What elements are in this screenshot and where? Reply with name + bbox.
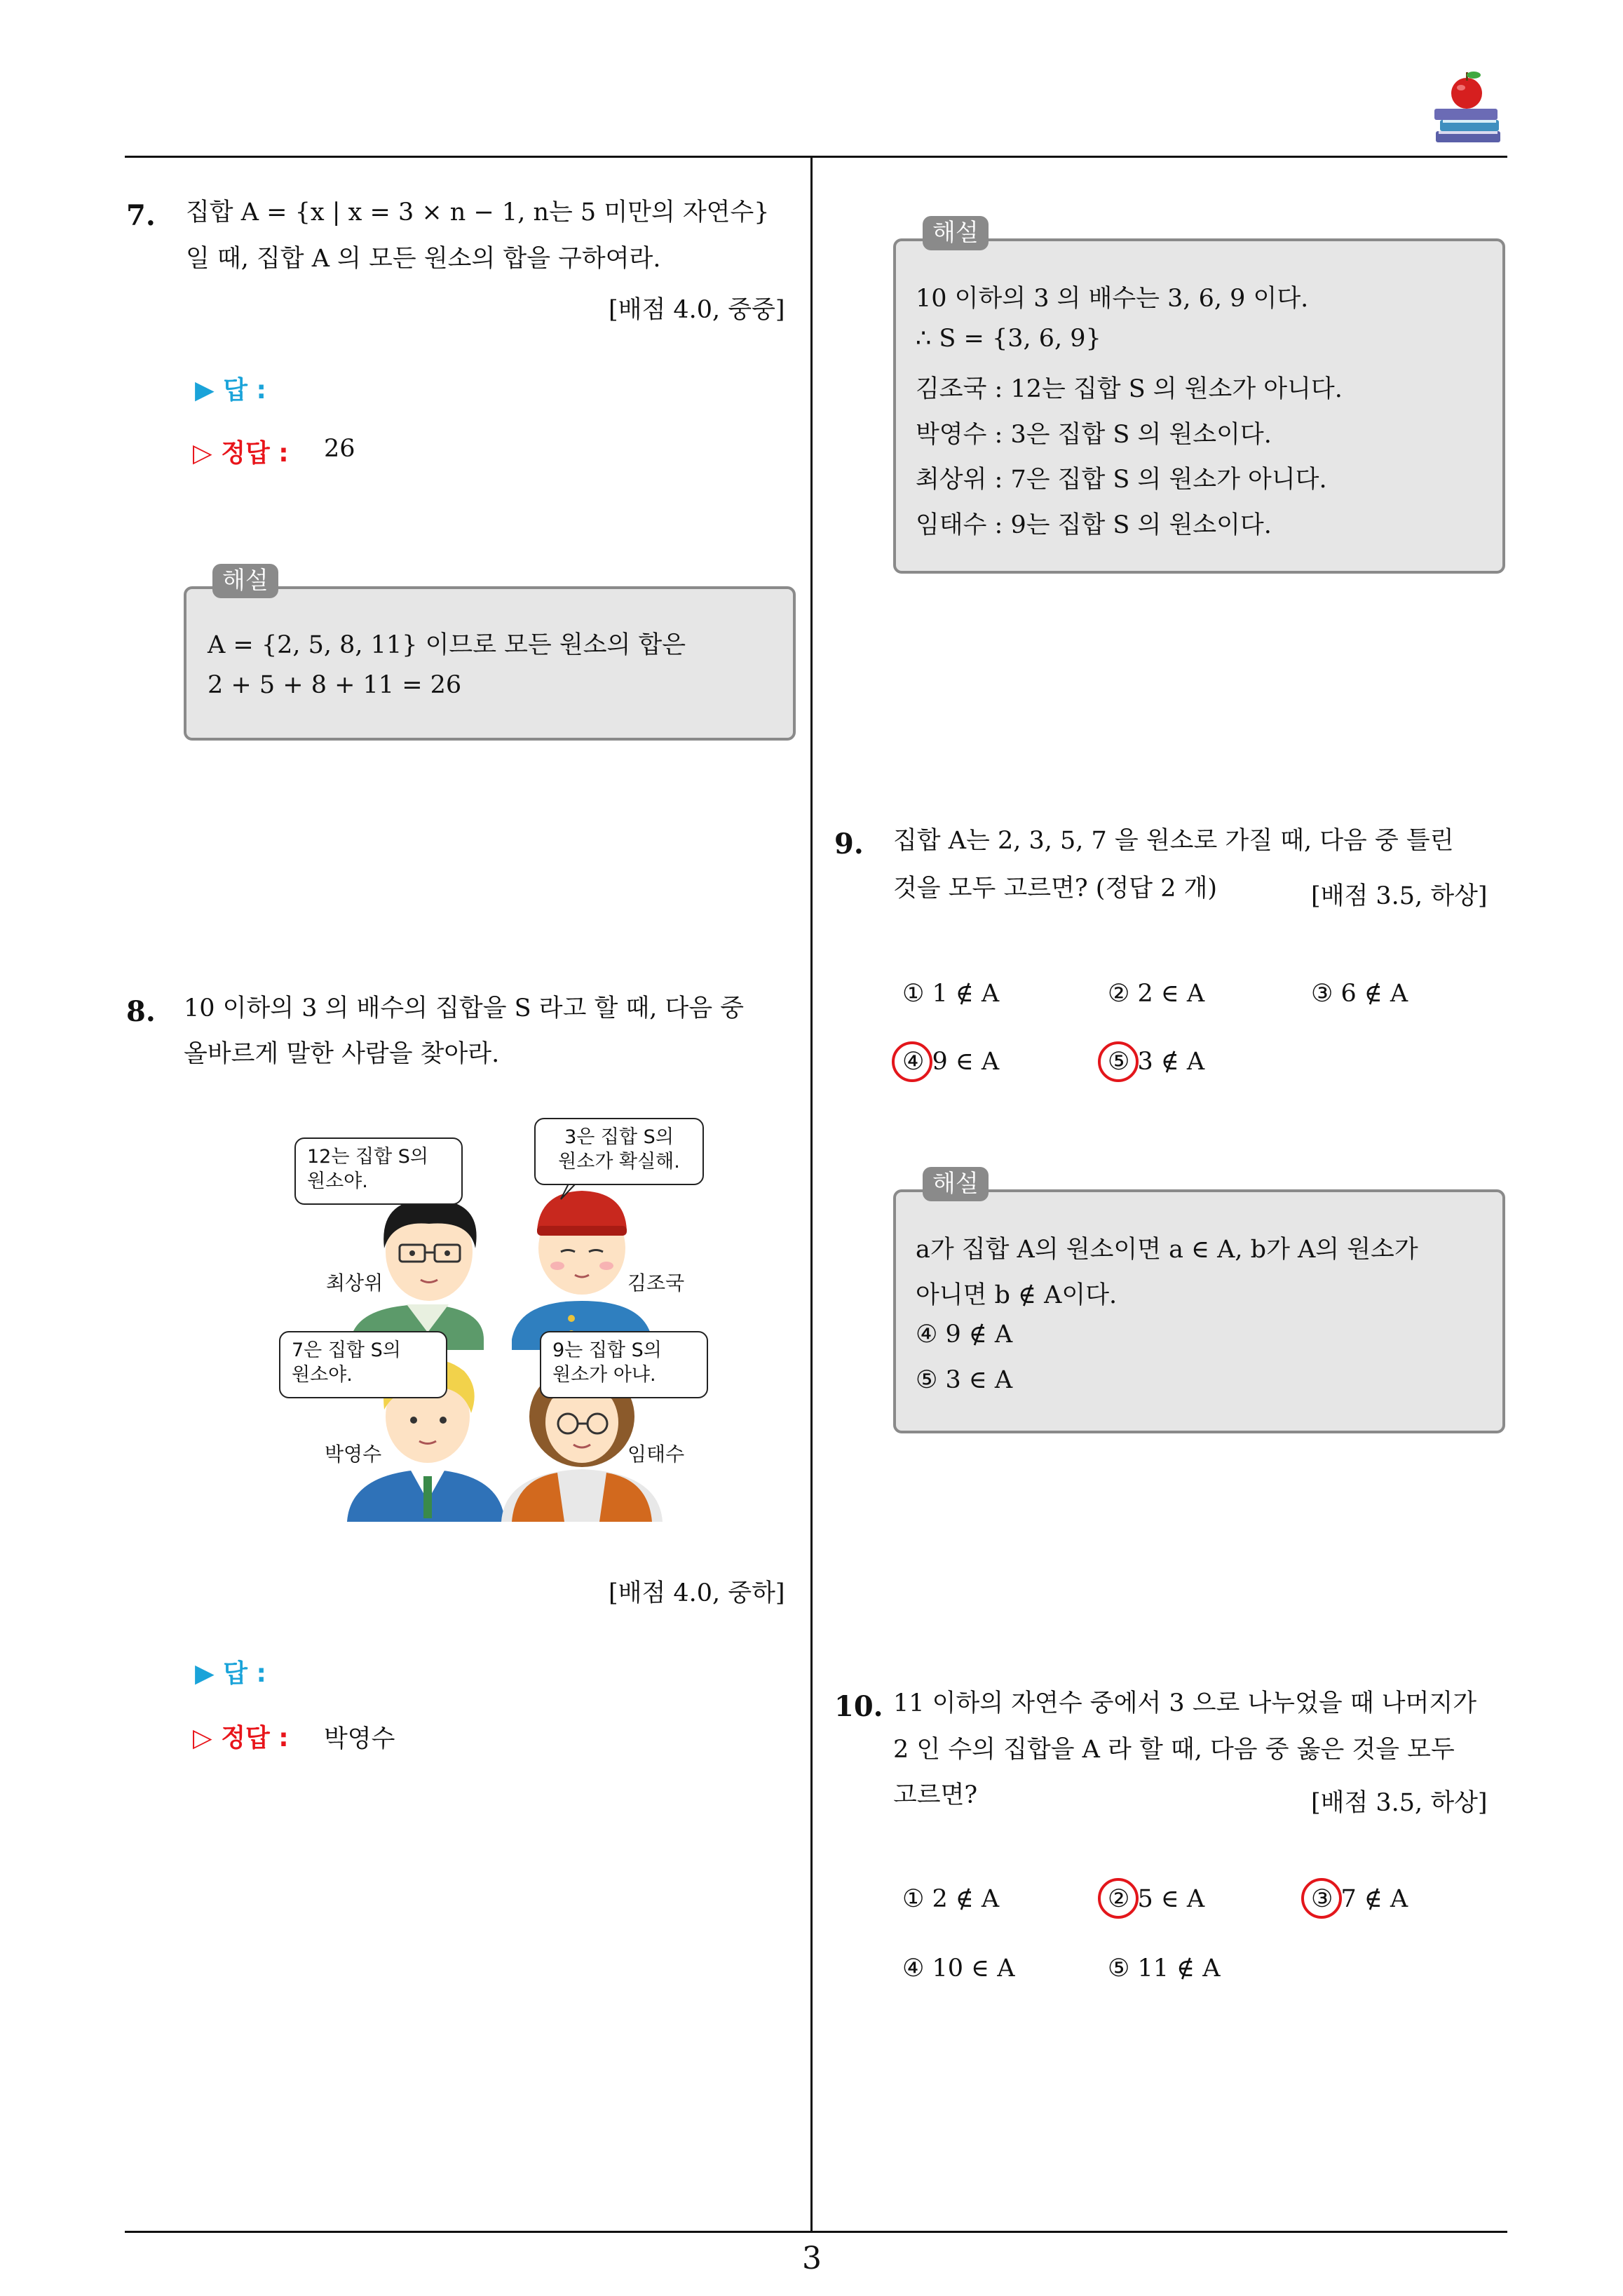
q10-number: 10.	[834, 1690, 883, 1723]
q9-option-5[interactable]: ⑤ 3 ∉ A	[1108, 1048, 1205, 1076]
q7-score: [배점 4.0, 중중]	[609, 296, 785, 324]
bubble-lim-line2: 원소가 아냐.	[552, 1364, 656, 1386]
q7-explanation-line: A = {2, 5, 8, 11} 이므로 모든 원소의 합은	[208, 631, 686, 659]
q10-option-5[interactable]: ⑤ 11 ∉ A	[1108, 1954, 1221, 1983]
speech-bubble-choi	[294, 1137, 463, 1205]
books-apple-icon	[1430, 67, 1507, 151]
q8-explanation-line: 김조국 : 12는 집합 S 의 원소가 아니다.	[916, 375, 1343, 403]
bubble-choi-line1: 12는 집합 S의	[307, 1146, 428, 1168]
q10-option-2[interactable]: ② 5 ∈ A	[1108, 1885, 1205, 1913]
q7-correct-value: 26	[324, 435, 355, 463]
q9-explanation-box	[893, 1189, 1505, 1433]
q8-text-line1: 10 이하의 3 의 배수의 집합을 S 라고 할 때, 다음 중	[184, 994, 745, 1022]
q7-explanation-box	[184, 586, 796, 741]
q8-explanation-line: 10 이하의 3 의 배수는 3, 6, 9 이다.	[916, 285, 1309, 313]
q10-circle-mark-3	[1301, 1878, 1342, 1919]
q10-score: [배점 3.5, 하상]	[1311, 1789, 1488, 1817]
q9-text-line2: 것을 모두 고르면? (정답 2 개)	[893, 874, 1218, 903]
q9-text-line1: 집합 A는 2, 3, 5, 7 을 원소로 가질 때, 다음 중 틀린	[893, 827, 1454, 855]
q8-correct-value: 박영수	[324, 1725, 395, 1753]
bubble-park-line2: 원소야.	[292, 1364, 353, 1386]
q8-text-line2: 올바르게 말한 사람을 찾아라.	[184, 1040, 500, 1068]
q8-score: [배점 4.0, 중하]	[609, 1579, 785, 1607]
q7-correct-label: ▷ 정답 :	[193, 439, 289, 468]
q7-text-line2: 일 때, 집합 A 의 모든 원소의 합을 구하여라.	[186, 245, 661, 273]
name-kim: 김조국	[627, 1271, 685, 1295]
q8-explanation-line: 임태수 : 9는 집합 S 의 원소이다.	[916, 511, 1272, 539]
q8-explanation-line: 최상위 : 7은 집합 S 의 원소가 아니다.	[916, 466, 1327, 494]
q8-explanation-line: 박영수 : 3은 집합 S 의 원소이다.	[916, 421, 1272, 449]
q9-explanation-line: 아니면 b ∉ A이다.	[916, 1281, 1118, 1309]
q8-answer-label: ▶ 답 :	[195, 1659, 266, 1688]
q7-explanation-tab: 해설	[212, 564, 278, 598]
footer-rule	[125, 2231, 1507, 2233]
column-divider	[810, 156, 813, 2231]
q9-option-4[interactable]: ④ 9 ∈ A	[902, 1048, 1000, 1076]
q10-text-line3: 고르면?	[893, 1781, 978, 1809]
q8-explanation-tab: 해설	[923, 216, 989, 250]
q7-number: 7.	[126, 199, 156, 232]
bubble-lim-line1: 9는 집합 S의	[552, 1339, 662, 1361]
q8-explanation-line: ∴ S = {3, 6, 9}	[916, 325, 1101, 353]
header-rule	[125, 156, 1507, 158]
page-number: 3	[802, 2241, 822, 2276]
bubble-kim-line2: 원소가 확실해.	[558, 1151, 680, 1173]
q10-option-3[interactable]: ③ 7 ∉ A	[1311, 1885, 1408, 1913]
q9-score: [배점 3.5, 하상]	[1311, 882, 1488, 910]
q8-correct-label: ▷ 정답 :	[193, 1724, 289, 1753]
q10-text-line1: 11 이하의 자연수 중에서 3 으로 나누었을 때 나머지가	[893, 1689, 1477, 1717]
q9-circle-mark-4	[892, 1041, 932, 1082]
q9-explanation-tab: 해설	[923, 1167, 989, 1201]
name-park: 박영수	[325, 1443, 382, 1466]
q10-text-line2: 2 인 수의 집합을 A 라 할 때, 다음 중 옳은 것을 모두	[893, 1736, 1455, 1764]
q7-explanation-line: 2 + 5 + 8 + 11 = 26	[208, 671, 462, 699]
bubble-kim-line1: 3은 집합 S의	[564, 1126, 674, 1148]
speech-bubble-lim	[540, 1331, 708, 1398]
q9-explanation-line: a가 집합 A의 원소이면 a ∈ A, b가 A의 원소가	[916, 1236, 1418, 1264]
q9-explanation-line: ④ 9 ∉ A	[916, 1321, 1013, 1349]
q8-number: 8.	[126, 995, 156, 1028]
q9-option-1[interactable]: ① 1 ∉ A	[902, 980, 1000, 1008]
q9-circle-mark-5	[1098, 1041, 1139, 1082]
bubble-choi-line2: 원소야.	[307, 1170, 368, 1193]
q7-text-line1: 집합 A = {x | x = 3 × n − 1, n는 5 미만의 자연수}	[186, 198, 770, 227]
q9-option-3[interactable]: ③ 6 ∉ A	[1311, 980, 1408, 1008]
name-choi: 최상위	[326, 1271, 383, 1295]
name-lim: 임태수	[627, 1443, 685, 1466]
q10-option-4[interactable]: ④ 10 ∈ A	[902, 1954, 1015, 1983]
speech-bubble-kim	[534, 1118, 704, 1185]
q7-answer-label: ▶ 답 :	[195, 376, 266, 405]
q9-number: 9.	[834, 828, 864, 860]
q9-explanation-line: ⑤ 3 ∈ A	[916, 1366, 1013, 1394]
q9-option-2[interactable]: ② 2 ∈ A	[1108, 980, 1205, 1008]
bubble-park-line1: 7은 집합 S의	[292, 1339, 401, 1361]
speech-bubble-park	[279, 1331, 447, 1398]
q10-option-1[interactable]: ① 2 ∉ A	[902, 1885, 1000, 1913]
q10-circle-mark-2	[1098, 1878, 1139, 1919]
